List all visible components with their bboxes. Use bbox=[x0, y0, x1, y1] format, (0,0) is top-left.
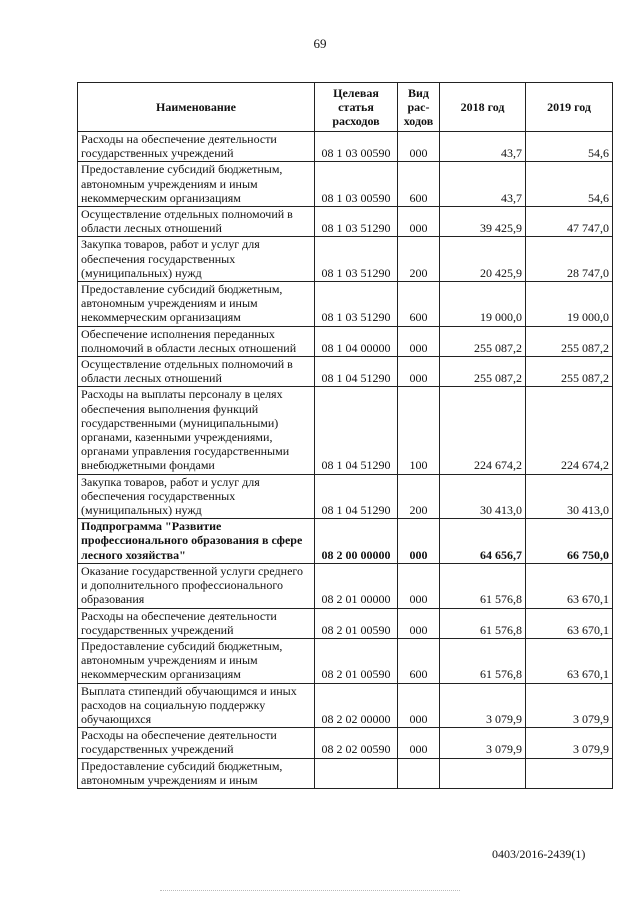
cell-target-article: 08 1 04 51290 bbox=[315, 357, 398, 387]
cell-amount-2018: 224 674,2 bbox=[440, 387, 526, 474]
cell-name: Расходы на обеспечение деятельности государственных учреждений bbox=[78, 132, 315, 162]
cell-amount-2019: 63 670,1 bbox=[526, 638, 613, 683]
table-row bbox=[78, 162, 613, 207]
cell-target-article: 08 2 00 00000 bbox=[315, 519, 398, 564]
cell-amount-2018: 61 576,8 bbox=[440, 608, 526, 638]
cell-name: Закупка товаров, работ и услуг для обеспечения государственных (муниципальных) нужд bbox=[78, 237, 315, 282]
cell-amount-2019: 63 670,1 bbox=[526, 608, 613, 638]
table-row bbox=[78, 638, 613, 683]
cell-amount-2019: 47 747,0 bbox=[526, 207, 613, 237]
cell-amount-2019: 66 750,0 bbox=[526, 519, 613, 564]
cell-name: Осуществление отдельных полномочий в области лесных отношений bbox=[78, 207, 315, 237]
table-row bbox=[78, 683, 613, 728]
cell-target-article: 08 1 04 51290 bbox=[315, 474, 398, 519]
cell-name: Закупка товаров, работ и услуг для обеспечения государственных (муниципальных) нужд bbox=[78, 474, 315, 519]
cell-target-article: 08 1 03 00590 bbox=[315, 132, 398, 162]
cell-amount-2019: 3 079,9 bbox=[526, 728, 613, 758]
cell-amount-2019: 255 087,2 bbox=[526, 357, 613, 387]
cell-amount-2019: 63 670,1 bbox=[526, 563, 613, 608]
header-target-article: Целевая статья расходов bbox=[315, 83, 398, 132]
table-row bbox=[78, 282, 613, 327]
page-number: 69 bbox=[313, 36, 327, 51]
cell-name: Осуществление отдельных полномочий в области лесных отношений bbox=[78, 357, 315, 387]
table-row bbox=[78, 387, 613, 474]
cell-name: Обеспечение исполнения переданных полномочий в области лесных отношений bbox=[78, 326, 315, 356]
cell-expense-kind: 200 bbox=[398, 237, 440, 282]
cell-amount-2018: 19 000,0 bbox=[440, 282, 526, 327]
cell-amount-2018: 3 079,9 bbox=[440, 728, 526, 758]
header-expense-kind: Вид рас-ходов bbox=[398, 83, 440, 132]
cell-target-article: 08 1 04 00000 bbox=[315, 326, 398, 356]
cell-expense-kind: 000 bbox=[398, 207, 440, 237]
cell-expense-kind: 200 bbox=[398, 474, 440, 519]
cell-expense-kind: 600 bbox=[398, 638, 440, 683]
cell-amount-2019: 255 087,2 bbox=[526, 326, 613, 356]
cell-target-article bbox=[315, 758, 398, 788]
cell-amount-2018: 64 656,7 bbox=[440, 519, 526, 564]
cell-name: Оказание государственной услуги среднего и дополнительного профессионального образования bbox=[78, 563, 315, 608]
cell-expense-kind bbox=[398, 758, 440, 788]
cell-expense-kind: 000 bbox=[398, 683, 440, 728]
cell-expense-kind: 000 bbox=[398, 357, 440, 387]
cell-expense-kind: 000 bbox=[398, 326, 440, 356]
cell-expense-kind: 000 bbox=[398, 132, 440, 162]
table-row bbox=[78, 326, 613, 356]
cell-target-article: 08 2 02 00000 bbox=[315, 683, 398, 728]
cell-amount-2019: 3 079,9 bbox=[526, 683, 613, 728]
cell-amount-2019: 30 413,0 bbox=[526, 474, 613, 519]
table-row bbox=[78, 207, 613, 237]
cell-target-article: 08 1 04 51290 bbox=[315, 387, 398, 474]
cell-target-article: 08 1 03 51290 bbox=[315, 282, 398, 327]
cell-amount-2018: 39 425,9 bbox=[440, 207, 526, 237]
table-body bbox=[78, 132, 613, 789]
cell-amount-2018 bbox=[440, 758, 526, 788]
table-row bbox=[78, 474, 613, 519]
cell-expense-kind: 600 bbox=[398, 162, 440, 207]
table-header-row bbox=[78, 83, 613, 132]
cell-amount-2019 bbox=[526, 758, 613, 788]
table-row bbox=[78, 728, 613, 758]
cell-expense-kind: 000 bbox=[398, 519, 440, 564]
header-year-2018: 2018 год bbox=[440, 83, 526, 132]
cell-amount-2018: 43,7 bbox=[440, 162, 526, 207]
cell-name: Подпрограмма "Развитие профессионального образования в сфере лесного хозяйства" bbox=[78, 519, 315, 564]
budget-table bbox=[77, 82, 613, 789]
cell-amount-2018: 255 087,2 bbox=[440, 326, 526, 356]
cell-amount-2018: 43,7 bbox=[440, 132, 526, 162]
cell-name: Расходы на выплаты персоналу в целях обеспечения выполнения функций государственными (муниципальными) органами, казенными учреждениями, органами управления государственными внебюджетными фондами bbox=[78, 387, 315, 474]
cell-target-article: 08 2 01 00590 bbox=[315, 608, 398, 638]
cell-target-article: 08 1 03 51290 bbox=[315, 207, 398, 237]
cell-expense-kind: 600 bbox=[398, 282, 440, 327]
cell-amount-2018: 20 425,9 bbox=[440, 237, 526, 282]
cell-amount-2019: 54,6 bbox=[526, 132, 613, 162]
cell-name: Предоставление субсидий бюджетным, автономным учреждениям и иным некоммерческим организациям bbox=[78, 162, 315, 207]
table-row bbox=[78, 237, 613, 282]
cell-expense-kind: 000 bbox=[398, 608, 440, 638]
table-row bbox=[78, 563, 613, 608]
cell-name: Выплата стипендий обучающимся и иных расходов на социальную поддержку обучающихся bbox=[78, 683, 315, 728]
header-year-2019: 2019 год bbox=[526, 83, 613, 132]
cell-amount-2019: 224 674,2 bbox=[526, 387, 613, 474]
cell-amount-2018: 3 079,9 bbox=[440, 683, 526, 728]
cell-expense-kind: 000 bbox=[398, 728, 440, 758]
table-row bbox=[78, 608, 613, 638]
cell-target-article: 08 1 03 00590 bbox=[315, 162, 398, 207]
table-row bbox=[78, 758, 613, 788]
cell-name: Предоставление субсидий бюджетным, автономным учреждениям и иным bbox=[78, 758, 315, 788]
header-name: Наименование bbox=[78, 83, 315, 132]
cell-amount-2019: 28 747,0 bbox=[526, 237, 613, 282]
cell-name: Расходы на обеспечение деятельности государственных учреждений bbox=[78, 728, 315, 758]
cell-target-article: 08 1 03 51290 bbox=[315, 237, 398, 282]
cell-amount-2019: 19 000,0 bbox=[526, 282, 613, 327]
cell-target-article: 08 2 01 00590 bbox=[315, 638, 398, 683]
scan-artifact bbox=[160, 890, 460, 893]
table-row bbox=[78, 519, 613, 564]
cell-amount-2018: 30 413,0 bbox=[440, 474, 526, 519]
cell-amount-2019: 54,6 bbox=[526, 162, 613, 207]
cell-name: Расходы на обеспечение деятельности государственных учреждений bbox=[78, 608, 315, 638]
document-code: 0403/2016-2439(1) bbox=[492, 847, 586, 861]
cell-target-article: 08 2 02 00590 bbox=[315, 728, 398, 758]
table-row bbox=[78, 132, 613, 162]
cell-expense-kind: 000 bbox=[398, 563, 440, 608]
cell-name: Предоставление субсидий бюджетным, автономным учреждениям и иным некоммерческим организациям bbox=[78, 282, 315, 327]
cell-expense-kind: 100 bbox=[398, 387, 440, 474]
cell-name: Предоставление субсидий бюджетным, автономным учреждениям и иным некоммерческим организациям bbox=[78, 638, 315, 683]
cell-amount-2018: 61 576,8 bbox=[440, 563, 526, 608]
table-row bbox=[78, 357, 613, 387]
cell-target-article: 08 2 01 00000 bbox=[315, 563, 398, 608]
cell-amount-2018: 255 087,2 bbox=[440, 357, 526, 387]
cell-amount-2018: 61 576,8 bbox=[440, 638, 526, 683]
